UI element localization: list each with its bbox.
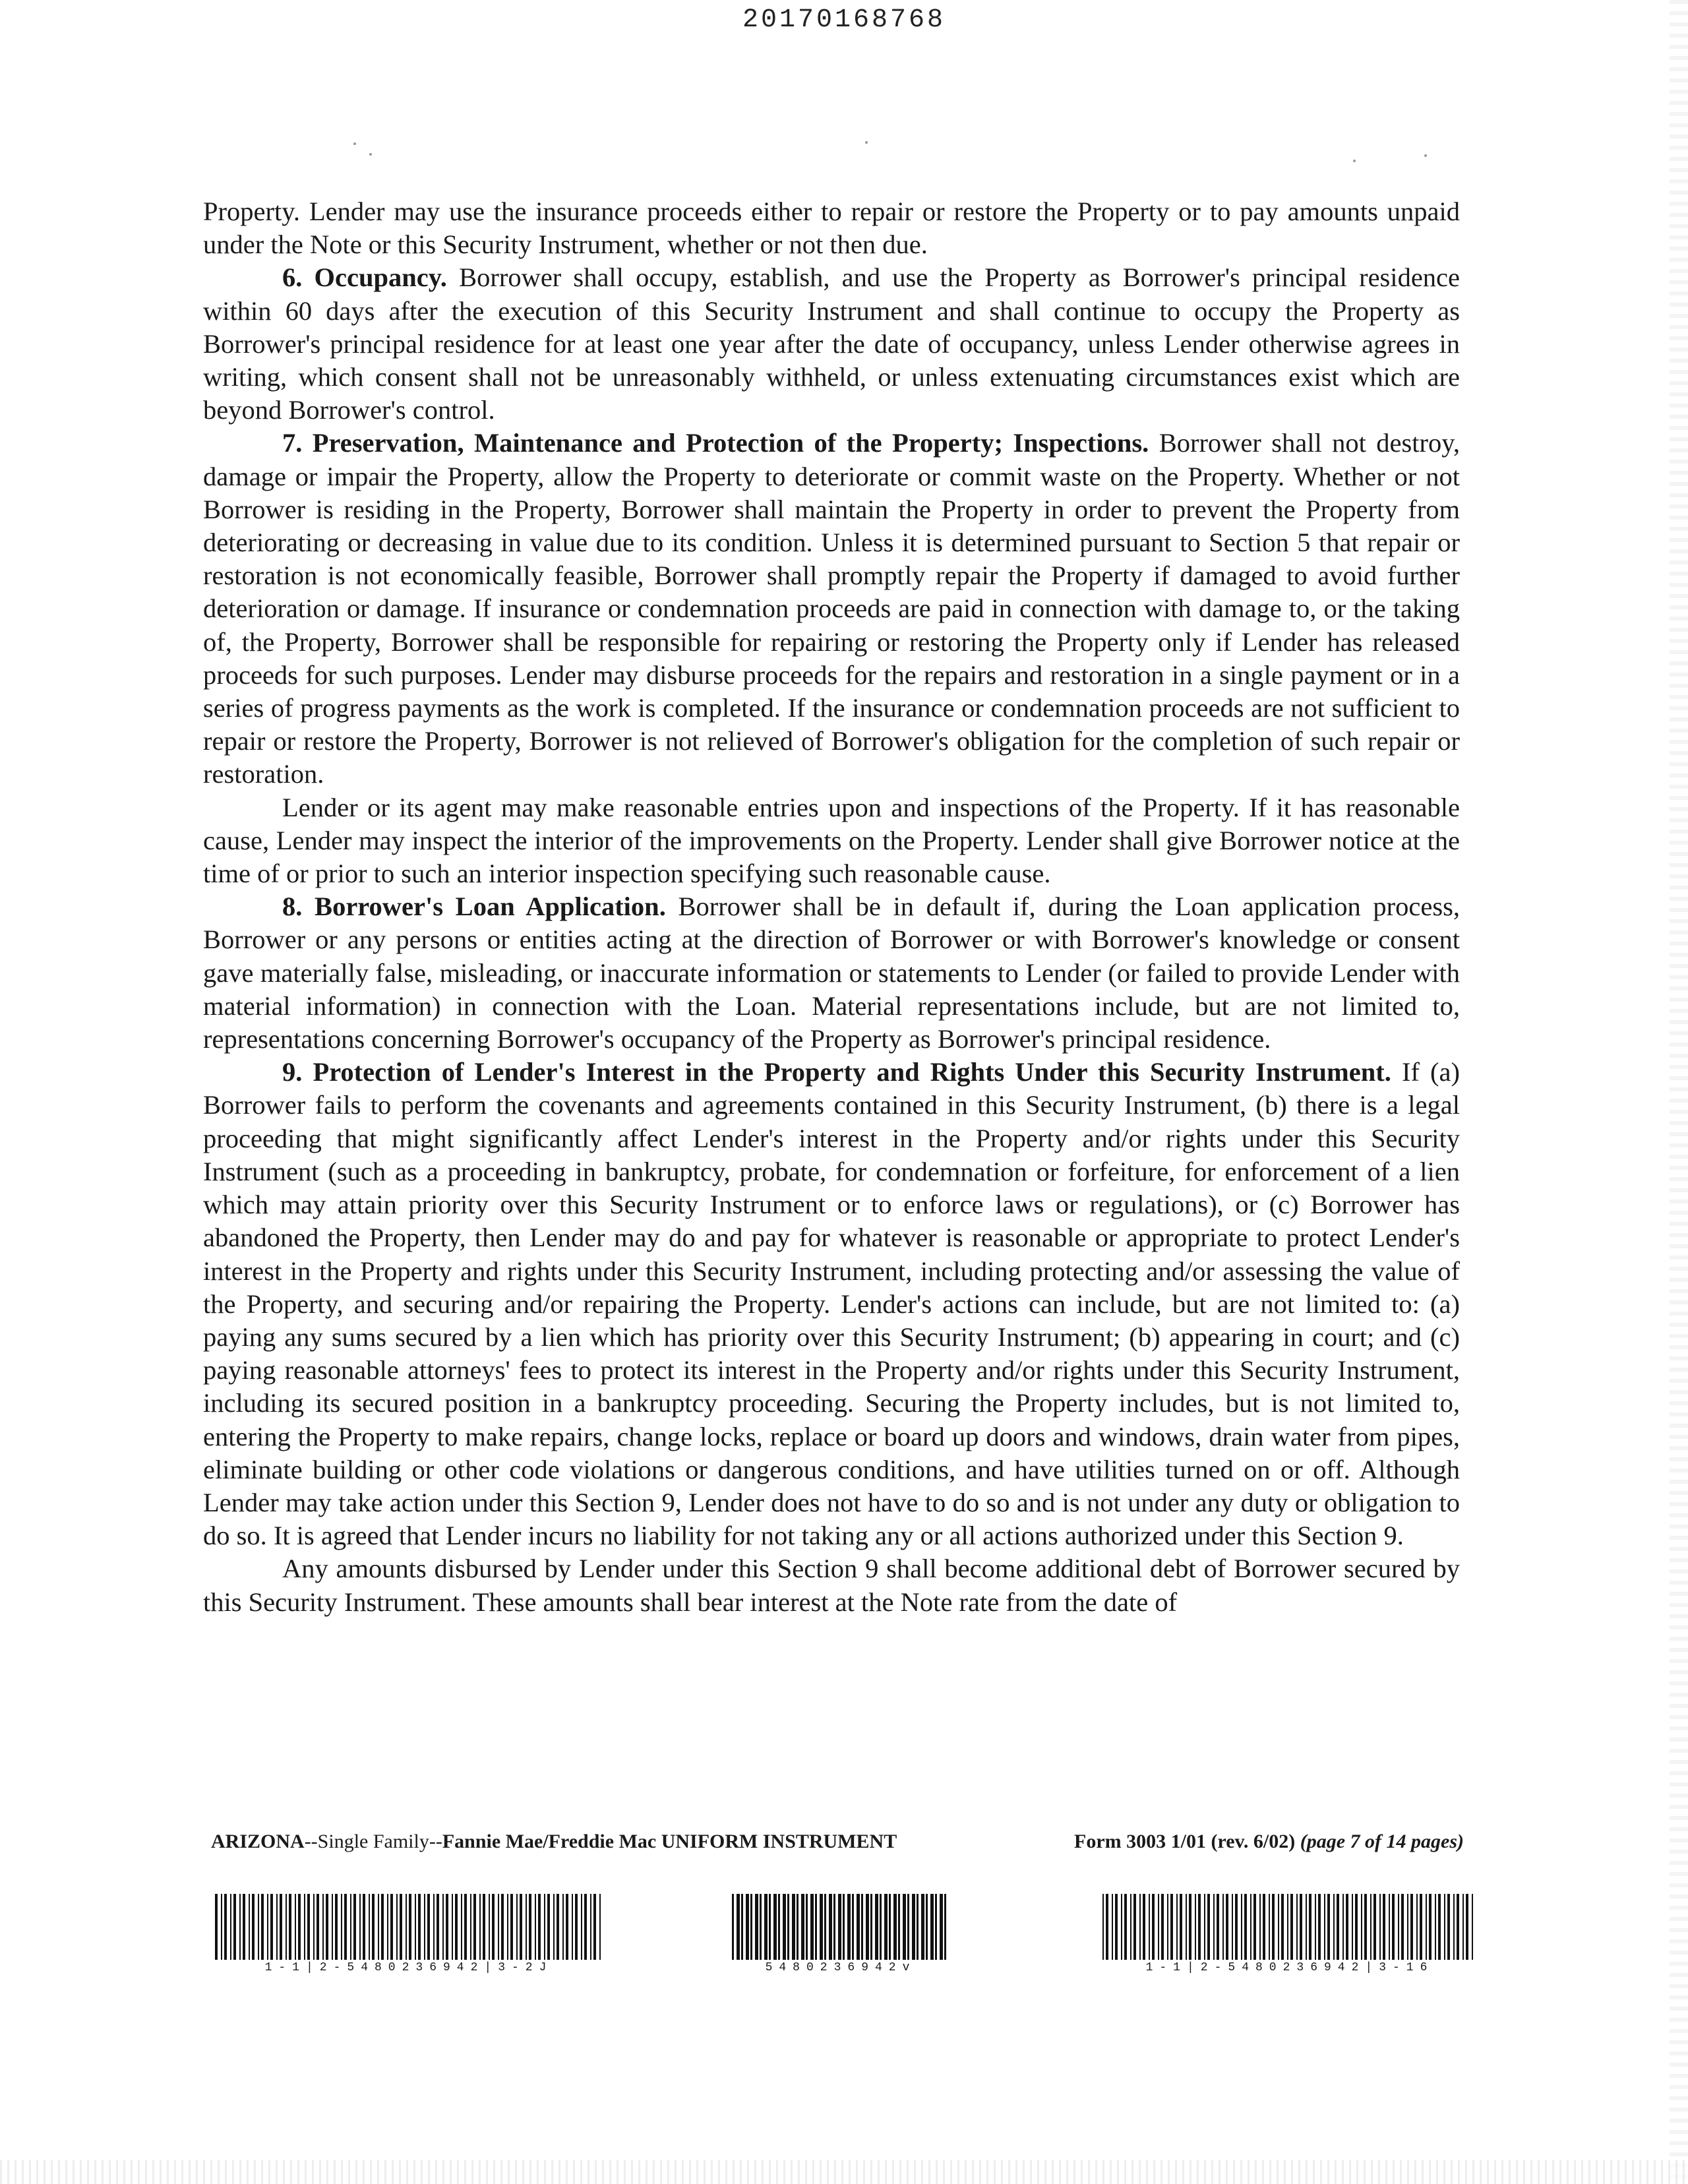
barcode-bar xyxy=(1426,1894,1427,1960)
barcode-bar xyxy=(1106,1894,1108,1960)
barcode-center-bars xyxy=(732,1894,950,1960)
barcode-bar xyxy=(1186,1894,1187,1960)
paragraph-text: Borrower shall occupy, establish, and use the Property as Borrower's principal residence within 60 days after the execution of this Security Instrument and shall continue to occupy the Property as Borrower's principal residence for at least one year after the date of occupancy, unless Lender otherwise agrees in writing, which consent shall not be unreasonably withheld, or unless extenuating circumstances exist which are beyond Borrower's control. xyxy=(203,262,1460,425)
barcode-bar xyxy=(820,1894,823,1960)
barcode-bar xyxy=(1383,1894,1385,1960)
barcode-bar xyxy=(1222,1894,1224,1960)
barcode-bar xyxy=(1139,1894,1141,1960)
barcode-bar xyxy=(755,1894,758,1960)
barcode-bar xyxy=(1287,1894,1288,1960)
barcode-bar xyxy=(344,1894,347,1960)
barcode-bar xyxy=(298,1894,301,1960)
barcode-bar xyxy=(1296,1894,1298,1960)
barcode-bar xyxy=(912,1894,915,1960)
barcode-bar xyxy=(889,1894,891,1960)
paragraph xyxy=(203,791,1460,891)
paragraph xyxy=(203,1552,1460,1618)
barcode-bar xyxy=(1204,1894,1205,1960)
paragraph xyxy=(203,427,1460,791)
footer-form: Form 3003 1/01 (rev. 6/02) xyxy=(1074,1831,1296,1852)
barcode-bar xyxy=(396,1894,398,1960)
barcode-center-code: 5480236942v xyxy=(765,1961,917,1974)
paragraph xyxy=(203,1056,1460,1552)
barcode-bar xyxy=(1253,1894,1256,1960)
barcode-bar xyxy=(1102,1894,1104,1960)
barcode-bar xyxy=(599,1894,601,1960)
barcode-bar xyxy=(590,1894,591,1960)
paragraph xyxy=(203,890,1460,1056)
barcode-bar xyxy=(1355,1894,1358,1960)
barcode-bar xyxy=(843,1894,845,1960)
barcode-bar xyxy=(870,1894,872,1960)
paragraph-text: Any amounts disbursed by Lender under this Section 9 shall become additional debt of Borrower secured by this Security Instrument. These amounts shall bear interest at the Note rate from the date of xyxy=(203,1554,1460,1617)
barcode-bar xyxy=(1466,1894,1468,1960)
barcode-bar xyxy=(1124,1894,1127,1960)
barcode-bar xyxy=(1407,1894,1408,1960)
barcode-bar xyxy=(787,1894,789,1960)
barcode-bar xyxy=(424,1894,425,1960)
barcode-bar xyxy=(501,1894,504,1960)
barcode-bar xyxy=(455,1894,458,1960)
barcode-bar xyxy=(773,1894,777,1960)
section-heading: 8. Borrower's Loan Application. xyxy=(282,892,666,922)
barcode-bar xyxy=(239,1894,241,1960)
barcode-bar xyxy=(903,1894,906,1960)
barcode-bar xyxy=(233,1894,236,1960)
barcode-bar xyxy=(861,1894,863,1960)
barcode-bar xyxy=(461,1894,462,1960)
barcode-bar xyxy=(1152,1894,1155,1960)
footer-instrument-label xyxy=(211,1831,897,1853)
barcode-bar xyxy=(1263,1894,1265,1960)
barcode-bar xyxy=(1112,1894,1113,1960)
footer-state: ARIZONA xyxy=(211,1831,305,1852)
document-number: 20170168768 xyxy=(742,5,946,35)
barcode-bar xyxy=(797,1894,799,1960)
barcode-bar xyxy=(1244,1894,1247,1960)
barcode-bar xyxy=(917,1894,919,1960)
barcode-bar xyxy=(381,1894,384,1960)
barcode-bar xyxy=(1337,1894,1339,1960)
barcode-bar xyxy=(935,1894,937,1960)
barcode-bar xyxy=(261,1894,264,1960)
barcode-bar xyxy=(833,1894,835,1960)
barcode-bar xyxy=(581,1894,582,1960)
barcode-bar xyxy=(547,1894,550,1960)
barcode-bar xyxy=(1115,1894,1118,1960)
barcode-bar xyxy=(1398,1894,1399,1960)
barcode-bar xyxy=(1420,1894,1422,1960)
barcode-bar xyxy=(1370,1894,1372,1960)
barcode-bar xyxy=(1195,1894,1196,1960)
barcode-bar xyxy=(1457,1894,1459,1960)
barcode-bar xyxy=(926,1894,928,1960)
barcode-bar xyxy=(1438,1894,1441,1960)
barcode-bar xyxy=(498,1894,499,1960)
barcode-bar xyxy=(483,1894,485,1960)
barcode-bar xyxy=(492,1894,495,1960)
barcode-bar xyxy=(1447,1894,1450,1960)
barcode-bar xyxy=(1306,1894,1307,1960)
barcode-bar xyxy=(1401,1894,1404,1960)
barcode-left-code: 1-1|2-5480236942|3-2J xyxy=(264,1961,553,1974)
barcode-bar xyxy=(783,1894,786,1960)
barcode-bar xyxy=(510,1894,513,1960)
barcode-bar xyxy=(359,1894,361,1960)
barcode-bar xyxy=(350,1894,351,1960)
section-heading: 6. Occupancy. xyxy=(282,262,447,293)
barcode-bar xyxy=(764,1894,768,1960)
barcode-bar xyxy=(363,1894,365,1960)
barcode-bar xyxy=(1373,1894,1376,1960)
barcode-bar xyxy=(1213,1894,1215,1960)
barcode-bar xyxy=(369,1894,370,1960)
barcode-bar xyxy=(1241,1894,1242,1960)
barcode-bar xyxy=(1327,1894,1330,1960)
paragraph-text: Lender or its agent may make reasonable entries upon and inspections of the Property. If it has reasonable cause, Lender may inspect the interior of the improvements on the Property. Lender shall give Borrower notice at the time of or prior to such an interior inspection specifying such reasonable cause. xyxy=(203,792,1460,889)
barcode-bar xyxy=(452,1894,453,1960)
barcode-bar xyxy=(1235,1894,1238,1960)
barcode-bar xyxy=(243,1894,245,1960)
barcode-bar xyxy=(1333,1894,1335,1960)
barcode-bar xyxy=(1392,1894,1395,1960)
barcode-bar xyxy=(898,1894,900,1960)
barcode-bar xyxy=(1180,1894,1182,1960)
barcode-bar xyxy=(1281,1894,1284,1960)
barcode-bar xyxy=(529,1894,531,1960)
barcode-bar xyxy=(526,1894,527,1960)
barcode-bar xyxy=(252,1894,255,1960)
footer-page: (page 7 of 14 pages) xyxy=(1300,1831,1464,1852)
barcode-bar xyxy=(760,1894,762,1960)
section-heading: 7. Preservation, Maintenance and Protection of the Property; Inspections. xyxy=(282,428,1149,458)
barcode-bar xyxy=(286,1894,287,1960)
barcode-bar xyxy=(270,1894,273,1960)
barcode-bar xyxy=(1389,1894,1390,1960)
barcode-bar xyxy=(1472,1894,1473,1960)
barcode-right xyxy=(1102,1894,1477,1974)
barcode-bar xyxy=(815,1894,817,1960)
barcode-bar xyxy=(866,1894,869,1960)
barcode-bar xyxy=(778,1894,780,1960)
document-body xyxy=(203,195,1460,1619)
barcode-bar xyxy=(1346,1894,1348,1960)
barcode-bar xyxy=(400,1894,402,1960)
barcode-bar xyxy=(1416,1894,1418,1960)
barcode-bar xyxy=(1189,1894,1191,1960)
barcode-bar xyxy=(464,1894,467,1960)
barcode-bar xyxy=(1364,1894,1367,1960)
barcode-bar xyxy=(838,1894,841,1960)
barcode-bar xyxy=(806,1894,808,1960)
barcode-bar xyxy=(353,1894,356,1960)
barcode-bar xyxy=(535,1894,536,1960)
section-heading: 9. Protection of Lender's Interest in the Property and Rights Under this Security Instrument. xyxy=(282,1057,1391,1087)
barcode-bar xyxy=(829,1894,832,1960)
paragraph xyxy=(203,261,1460,427)
barcode-bar xyxy=(520,1894,522,1960)
barcode-bar xyxy=(810,1894,814,1960)
barcode-bar xyxy=(335,1894,338,1960)
barcode-bar xyxy=(249,1894,250,1960)
footer-instrument: UNIFORM INSTRUMENT xyxy=(656,1831,897,1852)
barcode-bar xyxy=(1361,1894,1362,1960)
paragraph xyxy=(203,195,1460,261)
paragraph-text: If (a) Borrower fails to perform the covenants and agreements contained in this Security Instrument, (b) there is a legal proceeding that might significantly affect Lender's interest in the Property and/or rights under this Security Instrument (such as a proceeding in bankruptcy, probate, for condemnation or forfeiture, for enforcement of a lien which may attain priority over this Security Instrument or to enforce laws or regulations), or (c) Borrower has abandoned the Property, then Lender may do and pay for whatever is reasonable or appropriate to protect Lender's interest in the Property and rights under this Security Instrument, including protecting and/or assessing the value of the Property, and securing and/or repairing the Property. Lender's actions can include, but are not limited to: (a) paying any sums secured by a lien which has priority over this Security Instrument; (b) appearing in court; and (c) paying reasonable attorneys' fees to protect its interest in the Property and/or rights under this Security Instrument, including its secured position in a bankruptcy proceeding. Securing the Property includes, but is not limited to, entering the Property to make repairs, change locks, replace or board up doors and windows, drain water from pipes, eliminate building or other code violations or dangerous conditions, and have utilities turned on or off. Although Lender may take action under this Section 9, Lender does not have to do so and is not under any duty or obligation to do so. It is agreed that Lender incurs no liability for not taking any or all actions authorized under this Section 9. xyxy=(203,1057,1460,1551)
barcode-bar xyxy=(1250,1894,1251,1960)
barcode-bar xyxy=(553,1894,555,1960)
barcode-bar xyxy=(1217,1894,1219,1960)
barcode-bar xyxy=(1315,1894,1316,1960)
barcode-bar xyxy=(313,1894,315,1960)
barcode-bar xyxy=(1435,1894,1436,1960)
barcode-bar xyxy=(1342,1894,1344,1960)
barcode-bar xyxy=(230,1894,231,1960)
barcode-bar xyxy=(562,1894,564,1960)
footer-family: --Single Family-- xyxy=(304,1831,442,1852)
barcode-bar xyxy=(267,1894,268,1960)
barcode-bar xyxy=(1176,1894,1178,1960)
barcode-bar xyxy=(1352,1894,1353,1960)
barcode-center xyxy=(732,1894,950,1974)
barcode-bar xyxy=(1143,1894,1145,1960)
barcode-bar xyxy=(507,1894,508,1960)
barcode-bar xyxy=(316,1894,319,1960)
barcode-bar xyxy=(489,1894,490,1960)
barcode-bar xyxy=(857,1894,860,1960)
barcode-bar xyxy=(1290,1894,1293,1960)
barcode-bar xyxy=(1170,1894,1173,1960)
barcode-bar xyxy=(884,1894,888,1960)
barcode-bar xyxy=(415,1894,416,1960)
barcode-bar xyxy=(221,1894,222,1960)
barcode-bar xyxy=(538,1894,541,1960)
barcode-bar xyxy=(746,1894,749,1960)
barcode-bar xyxy=(1226,1894,1228,1960)
barcode-bar xyxy=(224,1894,227,1960)
barcode-bar xyxy=(433,1894,435,1960)
barcode-bar xyxy=(572,1894,573,1960)
barcode-bar xyxy=(1207,1894,1210,1960)
barcode-bar xyxy=(769,1894,771,1960)
barcode-bar xyxy=(406,1894,407,1960)
barcode-bar xyxy=(792,1894,795,1960)
barcode-bar xyxy=(1232,1894,1233,1960)
barcode-bar xyxy=(1269,1894,1270,1960)
barcode-bar xyxy=(557,1894,559,1960)
barcode-bar xyxy=(1133,1894,1136,1960)
barcode-bar xyxy=(304,1894,305,1960)
barcode-bar xyxy=(409,1894,411,1960)
barcode-bar xyxy=(801,1894,804,1960)
barcode-bar xyxy=(516,1894,518,1960)
paragraph-text: Property. Lender may use the insurance proceeds either to repair or restore the Property or to pay amounts unpaid under the Note or this Security Instrument, whether or not then due. xyxy=(203,197,1460,260)
barcode-bar xyxy=(930,1894,934,1960)
barcode-bar xyxy=(544,1894,545,1960)
barcode-bar xyxy=(907,1894,909,1960)
barcode-bar xyxy=(1462,1894,1464,1960)
barcode-bar xyxy=(390,1894,393,1960)
barcode-bar xyxy=(289,1894,291,1960)
barcode-bar xyxy=(847,1894,851,1960)
barcode-bar xyxy=(276,1894,278,1960)
barcode-bar xyxy=(750,1894,752,1960)
barcode-bar xyxy=(940,1894,943,1960)
barcode-bar xyxy=(1149,1894,1150,1960)
barcode-bar xyxy=(378,1894,379,1960)
barcode-bar xyxy=(737,1894,740,1960)
barcode-bar xyxy=(332,1894,333,1960)
barcode-left xyxy=(215,1894,603,1974)
barcode-bar xyxy=(1198,1894,1201,1960)
barcode-bar xyxy=(1309,1894,1311,1960)
barcode-bar xyxy=(372,1894,375,1960)
barcode-bar xyxy=(215,1894,218,1960)
barcode-bar xyxy=(473,1894,476,1960)
barcode-bar xyxy=(1278,1894,1279,1960)
barcode-bar xyxy=(1453,1894,1455,1960)
barcode-bar xyxy=(880,1894,882,1960)
barcode-bar xyxy=(470,1894,471,1960)
barcode-bar xyxy=(1121,1894,1122,1960)
barcode-bar xyxy=(437,1894,439,1960)
barcode-bar xyxy=(875,1894,878,1960)
barcode-bar xyxy=(732,1894,734,1960)
barcode-bar xyxy=(1318,1894,1321,1960)
barcode-bar xyxy=(566,1894,568,1960)
barcode-bar xyxy=(479,1894,481,1960)
barcode-bar xyxy=(1130,1894,1131,1960)
barcode-bar xyxy=(1161,1894,1164,1960)
barcode-right-bars xyxy=(1102,1894,1477,1960)
barcode-bar xyxy=(446,1894,448,1960)
barcode-bar xyxy=(280,1894,282,1960)
footer-form-label xyxy=(1074,1831,1464,1853)
barcode-bar xyxy=(1429,1894,1432,1960)
form-footer xyxy=(211,1831,1464,1853)
barcode-bar xyxy=(326,1894,328,1960)
barcode-bar xyxy=(824,1894,826,1960)
barcode-bar xyxy=(442,1894,444,1960)
barcode-bar xyxy=(921,1894,924,1960)
footer-issuer: Fannie Mae/Freddie Mac xyxy=(442,1831,657,1852)
barcode-bar xyxy=(1158,1894,1159,1960)
barcode-bar xyxy=(893,1894,897,1960)
barcode-bar xyxy=(575,1894,578,1960)
barcode-bar xyxy=(295,1894,296,1960)
barcode-bar xyxy=(1300,1894,1302,1960)
barcode-bar xyxy=(341,1894,342,1960)
paragraph-text: Borrower shall be in default if, during the Loan application process, Borrower or any persons or entities acting at the direction of Borrower or with Borrower's knowledge or consent gave materially false, misleading, or inaccurate information or statements to Lender (or failed to provide Lender with material information) in connection with the Loan. Material representations include, but are not limited to, representations concerning Borrower's occupancy of the Property as Borrower's principal residence. xyxy=(203,892,1460,1054)
barcode-bar xyxy=(1410,1894,1413,1960)
scan-bottom-noise xyxy=(0,2160,1688,2184)
barcode-bar xyxy=(944,1894,946,1960)
barcode-bar xyxy=(322,1894,324,1960)
paragraph-text: Borrower shall not destroy, damage or impair the Property, allow the Property to deteriorate or commit waste on the Property. Whether or not Borrower is residing in the Property, Borrower shall maintain the Property in order to prevent the Property from deteriorating or decreasing in value due to its condition. Unless it is determined pursuant to Section 5 that repair or restoration is not economically feasible, Borrower shall promptly repair the Property if damaged to avoid further deterioration or damage. If insurance or condemnation proceeds are paid in connection with damage to, or the taking of, the Property, Borrower shall be responsible for repairing or restoring the Property only if Lender has released proceeds for such purposes. Lender may disburse proceeds for the repairs and restoration in a single payment or in a series of progress payments as the work is completed. If the insurance or condemnation proceeds are not sufficient to repair or restore the Property, Borrower is not relieved of Borrower's obligation for the completion of such repair or restoration. xyxy=(203,428,1461,789)
barcode-left-bars xyxy=(215,1894,603,1960)
barcode-bar xyxy=(387,1894,388,1960)
barcode-bar xyxy=(1167,1894,1168,1960)
barcode-right-code: 1-1|2-5480236942|3-16 xyxy=(1145,1961,1434,1974)
barcode-bar xyxy=(427,1894,430,1960)
barcode-bar xyxy=(418,1894,421,1960)
barcode-bar xyxy=(258,1894,259,1960)
barcode-bar xyxy=(852,1894,854,1960)
barcode-bar xyxy=(1324,1894,1325,1960)
barcode-bar xyxy=(1259,1894,1261,1960)
barcode-bar xyxy=(1444,1894,1445,1960)
barcode-bar xyxy=(593,1894,596,1960)
barcode-bar xyxy=(1272,1894,1275,1960)
barcode-bar xyxy=(584,1894,587,1960)
barcode-bar xyxy=(307,1894,310,1960)
barcode-bar xyxy=(741,1894,743,1960)
scan-edge-noise xyxy=(1670,0,1688,2184)
barcode-bar xyxy=(1379,1894,1381,1960)
